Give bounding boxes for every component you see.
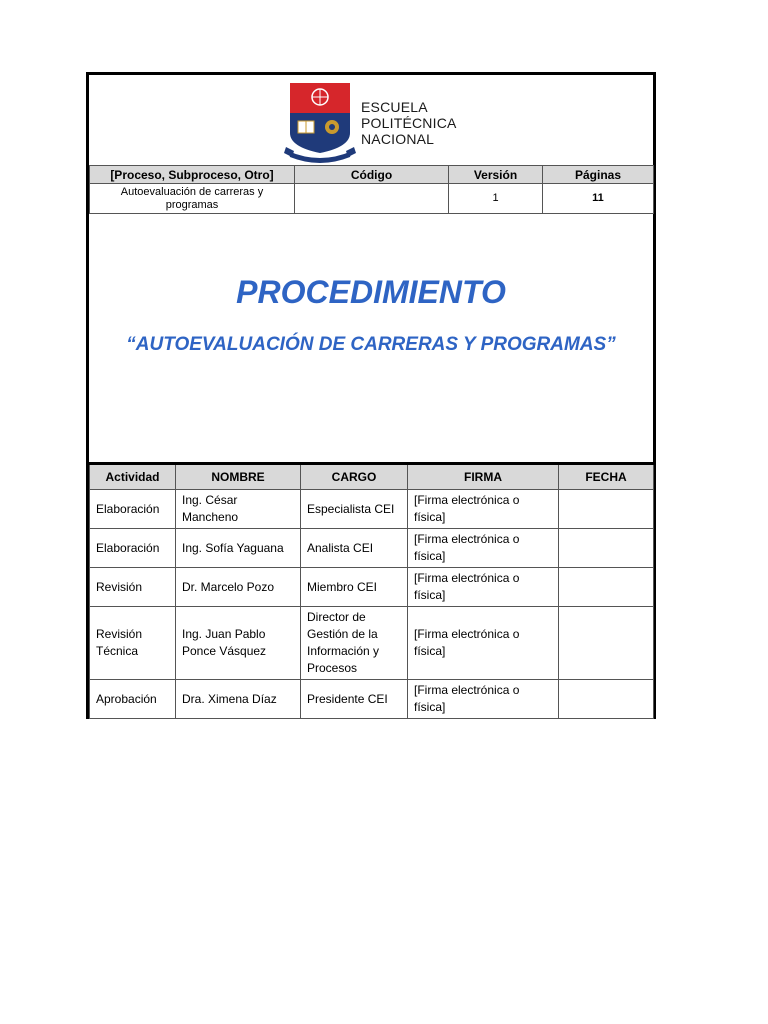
table-row bbox=[90, 490, 654, 529]
col-header-actividad: Actividad bbox=[90, 464, 176, 490]
col-header-firma: FIRMA bbox=[408, 464, 559, 490]
cell-nombre: Dr. Marcelo Pozo bbox=[176, 568, 301, 607]
meta-value-row bbox=[90, 184, 654, 214]
cell-firma[interactable]: [Firma electrónica o física] bbox=[408, 680, 559, 719]
col-header-cargo: CARGO bbox=[301, 464, 408, 490]
header-logo-area bbox=[89, 75, 653, 165]
cell-actividad: Elaboración bbox=[90, 529, 176, 568]
institution-name-line1: ESCUELA bbox=[361, 99, 428, 115]
col-header-nombre: NOMBRE bbox=[176, 464, 301, 490]
signatures-table bbox=[89, 462, 654, 719]
document-meta-table bbox=[89, 165, 654, 214]
meta-header-codigo: Código bbox=[295, 166, 449, 184]
meta-value-version: 1 bbox=[449, 184, 543, 214]
cell-fecha[interactable] bbox=[559, 490, 654, 529]
meta-value-codigo bbox=[295, 184, 449, 214]
cell-nombre: Ing. Juan Pablo Ponce Vásquez bbox=[176, 607, 301, 680]
cell-cargo: Analista CEI bbox=[301, 529, 408, 568]
cell-cargo: Presidente CEI bbox=[301, 680, 408, 719]
cell-actividad: Revisión bbox=[90, 568, 176, 607]
cell-actividad: Elaboración bbox=[90, 490, 176, 529]
signatures-header-row bbox=[90, 464, 654, 490]
cell-nombre: Dra. Ximena Díaz bbox=[176, 680, 301, 719]
table-row bbox=[90, 607, 654, 680]
institution-name bbox=[361, 99, 457, 147]
cell-actividad: Revisión Técnica bbox=[90, 607, 176, 680]
cell-cargo: Director de Gestión de la Información y Procesos bbox=[301, 607, 408, 680]
cell-cargo: Miembro CEI bbox=[301, 568, 408, 607]
cell-firma[interactable]: [Firma electrónica o física] bbox=[408, 490, 559, 529]
cell-nombre: Ing. César Mancheno bbox=[176, 490, 301, 529]
epn-shield-logo bbox=[284, 81, 356, 163]
cell-fecha[interactable] bbox=[559, 680, 654, 719]
institution-name-line3: NACIONAL bbox=[361, 131, 435, 147]
procedure-subtitle: “AUTOEVALUACIÓN DE CARRERAS Y PROGRAMAS” bbox=[126, 334, 616, 355]
meta-header-version: Versión bbox=[449, 166, 543, 184]
institution-name-line2: POLITÉCNICA bbox=[361, 115, 457, 131]
table-row bbox=[90, 568, 654, 607]
cell-firma[interactable]: [Firma electrónica o física] bbox=[408, 607, 559, 680]
meta-value-paginas: 11 bbox=[543, 184, 654, 214]
cell-cargo: Especialista CEI bbox=[301, 490, 408, 529]
title-area bbox=[89, 214, 653, 462]
table-row bbox=[90, 529, 654, 568]
table-row bbox=[90, 680, 654, 719]
cell-fecha[interactable] bbox=[559, 607, 654, 680]
cell-fecha[interactable] bbox=[559, 529, 654, 568]
col-header-fecha: FECHA bbox=[559, 464, 654, 490]
meta-header-proceso: [Proceso, Subproceso, Otro] bbox=[90, 166, 295, 184]
meta-header-paginas: Páginas bbox=[543, 166, 654, 184]
cell-actividad: Aprobación bbox=[90, 680, 176, 719]
cell-fecha[interactable] bbox=[559, 568, 654, 607]
procedure-title: PROCEDIMIENTO bbox=[236, 274, 506, 310]
cell-nombre: Ing. Sofía Yaguana bbox=[176, 529, 301, 568]
cell-firma[interactable]: [Firma electrónica o física] bbox=[408, 529, 559, 568]
cell-firma[interactable]: [Firma electrónica o física] bbox=[408, 568, 559, 607]
meta-value-proceso: Autoevaluación de carreras y programas bbox=[90, 184, 295, 214]
document-page bbox=[86, 72, 656, 719]
meta-header-row bbox=[90, 166, 654, 184]
